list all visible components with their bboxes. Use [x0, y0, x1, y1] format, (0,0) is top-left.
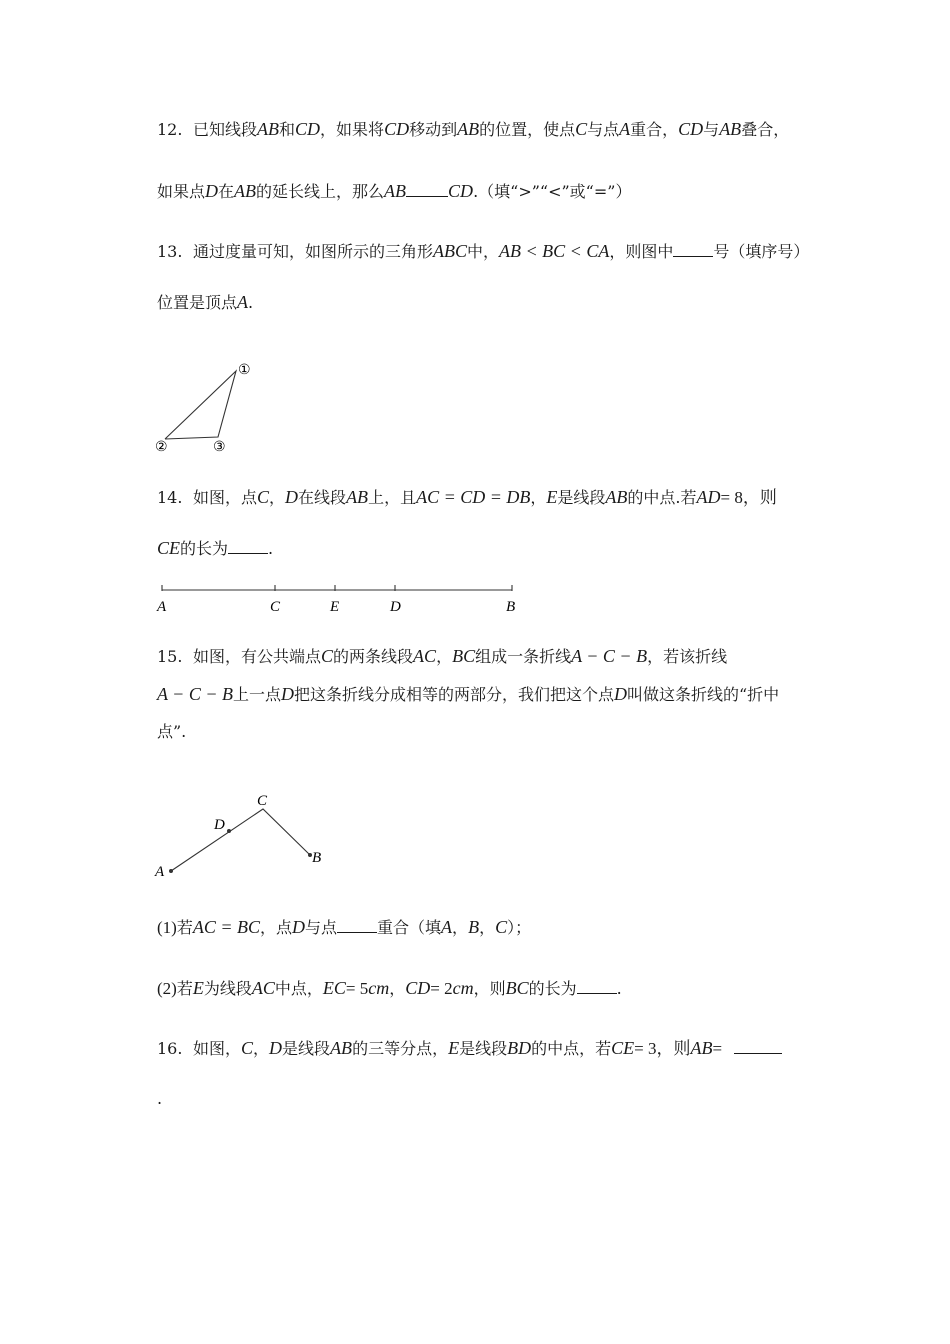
- q14-line2: CE的长为 .: [157, 538, 274, 558]
- q13-line2: 位置是顶点A.: [157, 292, 254, 312]
- answer-blank[interactable]: [228, 539, 268, 554]
- triangle-abc: [165, 371, 236, 439]
- answer-blank[interactable]: [577, 979, 617, 994]
- answer-blank[interactable]: [337, 918, 377, 933]
- polyline-acb: [171, 809, 310, 871]
- segment-figure: [150, 580, 530, 620]
- q15-part1: (1)若AC = BC，点D与点 重合（填A，B，C）；: [157, 917, 532, 937]
- question-number: 13.: [157, 242, 183, 261]
- q13-line1: 13. 通过度量可知，如图所示的三角形ABC中，AB < BC < CA，则图中 号（填序号）: [157, 241, 810, 261]
- point-label-a: A: [155, 864, 165, 880]
- point-label-b: B: [312, 850, 322, 866]
- q15-part2: (2)若E为线段AC中点，EC= 5cm，CD= 2cm，则BC的长为 .: [157, 978, 622, 998]
- vertex-label-2: ②: [155, 440, 168, 455]
- answer-blank[interactable]: [734, 1039, 782, 1054]
- point-a: [169, 869, 173, 873]
- point-label-b: B: [506, 599, 516, 615]
- q12-line2: 如果点D在AB的延长线上，那么AB CD.（填“>”“<”或“=”）: [157, 181, 632, 201]
- q15-line3: 点”.: [157, 722, 187, 741]
- question-number: 15.: [157, 647, 183, 666]
- q12-line1: 12. 已知线段AB和CD，如果将CD移动到AB的位置，使点C与点A重合，CD与AB叠合，: [157, 119, 790, 139]
- triangle-figure: [150, 356, 260, 456]
- point-d: [227, 829, 231, 833]
- q16-line2: .: [157, 1089, 163, 1108]
- q14-line1: 14. 如图，点C，D在线段AB上，且AC = CD = DB，E是线段AB的中点.若AD= 8，则: [157, 487, 777, 507]
- q15-line1: 15. 如图，有公共端点C的两条线段AC，BC组成一条折线A − C − B，若该折线: [157, 646, 728, 666]
- question-number: 12.: [157, 120, 183, 139]
- point-label-e: E: [330, 599, 340, 615]
- polyline-figure: [150, 785, 340, 885]
- answer-blank[interactable]: [673, 242, 713, 257]
- answer-blank[interactable]: [406, 182, 448, 197]
- vertex-label-3: ③: [213, 440, 226, 455]
- point-label-c: C: [257, 793, 268, 809]
- q15-line2: A − C − B上一点D把这条折线分成相等的两部分，我们把这个点D叫做这条折线的“折中: [157, 684, 780, 704]
- point-label-d: D: [390, 599, 401, 615]
- q16-line1: 16. 如图，C，D是线段AB的三等分点，E是线段BD的中点，若CE= 3，则AB=: [157, 1037, 782, 1060]
- point-label-c: C: [270, 599, 281, 615]
- question-number: 14.: [157, 488, 183, 507]
- question-number: 16.: [157, 1039, 183, 1058]
- point-label-d: D: [214, 817, 225, 833]
- vertex-label-1: ①: [238, 363, 251, 378]
- point-label-a: A: [157, 599, 167, 615]
